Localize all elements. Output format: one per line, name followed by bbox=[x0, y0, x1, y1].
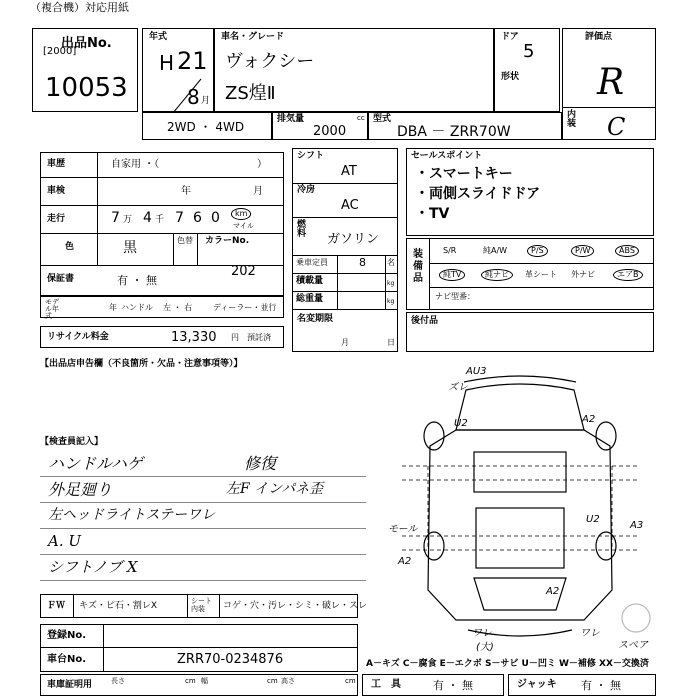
interior-row bbox=[40, 594, 368, 618]
inspection-label: 車検 bbox=[47, 186, 66, 196]
sales-box bbox=[406, 148, 654, 236]
header-text: （複合機）対応用紙 bbox=[30, 1, 129, 14]
interior-label: 内装 bbox=[567, 110, 577, 129]
mileage-d4: 6 bbox=[193, 210, 202, 226]
car-grade: ZS煌Ⅱ bbox=[225, 83, 276, 104]
rating-label: 評価点 bbox=[585, 32, 613, 42]
model-value: DBA － ZRR70W bbox=[397, 124, 511, 140]
manual-label: モデル年式 bbox=[45, 298, 59, 320]
year-month: 8 bbox=[187, 85, 200, 109]
equip-navi: 純ナビ bbox=[481, 269, 513, 281]
body-outline bbox=[428, 430, 612, 620]
shape-label: 形状 bbox=[501, 72, 520, 82]
lot-label: 出品No. bbox=[61, 36, 112, 51]
seat-label: シート内装 bbox=[191, 597, 212, 613]
year-box bbox=[142, 28, 214, 112]
rating-score: R bbox=[597, 62, 625, 103]
manual-dealer: ディーラー・並行 bbox=[213, 303, 277, 312]
name-box bbox=[214, 28, 494, 112]
drive-text: 2WD ・ 4WD bbox=[167, 120, 245, 134]
equip-tv: 純TV bbox=[439, 269, 465, 281]
mileage-d2: 4 bbox=[143, 210, 152, 226]
equipment-label: 装備品 bbox=[413, 249, 423, 284]
name-change-day: 日 bbox=[387, 338, 395, 347]
capacity-label: 乗車定員 bbox=[296, 258, 328, 267]
cert-cm: cm bbox=[185, 677, 196, 685]
equip-abs: ABS bbox=[615, 245, 639, 257]
fw-label: ＦＷ bbox=[47, 601, 66, 611]
damage-mark: A3 bbox=[630, 520, 644, 531]
name-label: 車名・グレード bbox=[221, 32, 285, 42]
drive-box bbox=[142, 112, 272, 140]
inspector-note-right: 左F インパネ歪 bbox=[226, 481, 324, 497]
damage-mark: A2 bbox=[398, 556, 412, 567]
gross-label: 総重量 bbox=[296, 294, 324, 304]
year-value: 21 bbox=[177, 47, 208, 75]
aircon-label: 冷房 bbox=[297, 185, 316, 195]
damage-mark: U2 bbox=[454, 418, 468, 429]
cert-label: 車庫証明用 bbox=[47, 680, 93, 690]
load-label: 積載量 bbox=[296, 276, 324, 286]
fuel-value: ガソリン bbox=[327, 232, 380, 247]
color-change-label: 色替 bbox=[177, 236, 193, 245]
recycle-row bbox=[40, 326, 284, 348]
cert-length: 長さ bbox=[111, 677, 125, 685]
door-label: ドア bbox=[501, 32, 519, 42]
jack-box bbox=[508, 674, 656, 696]
load-unit: kg bbox=[387, 280, 395, 287]
inspector-notes bbox=[40, 452, 366, 592]
history-close: ） bbox=[257, 159, 267, 170]
interior-score: C bbox=[607, 113, 626, 141]
mileage-unit-mile: マイル bbox=[233, 222, 254, 230]
gross-unit: kg bbox=[387, 298, 395, 305]
cert-height: 高さ bbox=[281, 677, 295, 685]
inspector-note: 外足廻り bbox=[48, 480, 113, 499]
reg-label: 登録No. bbox=[47, 630, 87, 641]
cert-cm: cm bbox=[345, 677, 356, 685]
manual-year: 年 bbox=[109, 303, 117, 312]
jack-label: ジャッキ bbox=[517, 679, 557, 690]
door-value: 5 bbox=[523, 41, 535, 62]
warranty-text: 有 ・ 無 bbox=[117, 274, 157, 287]
recycle-unit: 円 bbox=[231, 333, 239, 342]
aftermarket-label: 後付品 bbox=[411, 316, 439, 326]
shift-value: AT bbox=[341, 164, 357, 179]
seat-items: コゲ・穴・汚レ・シミ・破レ・スレ bbox=[223, 601, 368, 611]
equip-ps: P/S bbox=[527, 245, 548, 257]
model-box bbox=[368, 112, 562, 140]
damage-mark: A2 bbox=[582, 414, 596, 425]
mileage-label: 走行 bbox=[47, 214, 66, 224]
mileage-d1: 7 bbox=[111, 210, 120, 226]
sales-label: セールスポイント bbox=[411, 151, 483, 161]
lot-box bbox=[32, 28, 138, 112]
equip-leather: 革シート bbox=[525, 270, 557, 279]
equip-aw: 純A/W bbox=[483, 246, 508, 255]
legend-text: A－キズ C－腐食 E－エクボ S－サビ U－凹ミ W－補修 XX－交換済 bbox=[366, 659, 649, 669]
windshield bbox=[474, 452, 566, 492]
car-name: ヴォクシー bbox=[225, 51, 315, 72]
year-label: 年式 bbox=[149, 32, 168, 42]
mileage-unit-km: km bbox=[231, 208, 251, 220]
manual-lr: 左 ・ 右 bbox=[163, 303, 193, 312]
name-change-label: 名変期限 bbox=[297, 314, 334, 324]
engine-value: 2000 bbox=[313, 124, 347, 139]
chassis-label: 車台No. bbox=[47, 654, 87, 665]
mileage-d5: 0 bbox=[211, 210, 220, 226]
rating-box bbox=[562, 28, 656, 140]
inspector-note: シフトノブ X bbox=[48, 558, 138, 576]
fw-items: キズ・ピ石・割レX bbox=[79, 601, 157, 611]
cert-width: 幅 bbox=[201, 677, 208, 685]
tools-box bbox=[362, 674, 504, 696]
aircon-value: AC bbox=[341, 198, 359, 213]
spare-label: スペア bbox=[618, 640, 648, 651]
year-month-unit: 月 bbox=[201, 96, 211, 106]
inspector-note-right: 修復 bbox=[244, 454, 277, 473]
damage-mark: U2 bbox=[586, 514, 600, 525]
warranty-label: 保証書 bbox=[47, 274, 75, 284]
equip-sr: S/R bbox=[443, 246, 457, 255]
color-label: 色 bbox=[65, 242, 75, 252]
door-box bbox=[494, 28, 560, 112]
inspection-month: 月 bbox=[253, 186, 263, 197]
shift-label: シフト bbox=[297, 151, 325, 161]
recycle-value: 13,330 bbox=[171, 330, 217, 345]
spec-table bbox=[292, 148, 398, 352]
name-change-month: 月 bbox=[341, 338, 349, 347]
color-value: 黒 bbox=[123, 240, 137, 256]
equip-pw: P/W bbox=[571, 245, 594, 257]
jack-value: 有 ・ 無 bbox=[581, 679, 621, 692]
recycle-suffix: 預託済 bbox=[247, 333, 271, 342]
sales-point: ・両側スライドドア bbox=[415, 186, 541, 202]
mileage-u2: 千 bbox=[155, 215, 165, 225]
model-label: 型式 bbox=[373, 114, 392, 124]
sales-point: ・TV bbox=[415, 206, 450, 222]
equip-airbag: エアB bbox=[613, 269, 643, 281]
cert-cm: cm bbox=[267, 677, 278, 685]
mileage-d3: 7 bbox=[175, 210, 184, 226]
inspector-note: ハンドルハゲ bbox=[48, 454, 143, 473]
capacity-value: 8 bbox=[359, 256, 366, 269]
fuel-label: 燃料 bbox=[297, 220, 307, 239]
cert-row bbox=[40, 674, 358, 696]
damage-mark: ワレ bbox=[580, 628, 600, 639]
damage-mark: モール bbox=[388, 524, 418, 535]
inspector-label: 【検査員記入】 bbox=[40, 437, 104, 447]
capacity-unit: 名 bbox=[387, 258, 395, 267]
lot-stamp: [2000] bbox=[43, 46, 77, 57]
seller-notes-label: 【出品店申告欄（不良箇所・欠品・注意事項等）】 bbox=[40, 359, 243, 369]
chassis-value: ZRR70-0234876 bbox=[177, 652, 284, 667]
hood-outline bbox=[456, 384, 584, 430]
color-code: 202 bbox=[231, 264, 256, 279]
damage-mark: ズレ bbox=[448, 382, 468, 393]
info-table bbox=[40, 152, 284, 296]
damage-mark: AU3 bbox=[466, 366, 487, 377]
damage-mark: (大) bbox=[476, 642, 494, 653]
navi-model-label: ナビ型番： bbox=[435, 292, 475, 301]
inspector-note: A. U bbox=[48, 532, 82, 550]
wheel-fr bbox=[596, 422, 616, 450]
engine-unit: cc bbox=[357, 114, 365, 122]
history-text: 自家用 ・（ bbox=[111, 159, 160, 170]
tools-value: 有 ・ 無 bbox=[433, 679, 473, 692]
car-diagram bbox=[370, 360, 670, 660]
equipment-box bbox=[406, 238, 654, 310]
mileage-u1: 万 bbox=[123, 215, 133, 225]
damage-mark: ワレ bbox=[472, 628, 492, 639]
inspector-note: 左ヘッドライトステーワレ bbox=[48, 507, 216, 523]
recycle-label: リサイクル料金 bbox=[47, 332, 109, 342]
inspection-year: 年 bbox=[181, 186, 191, 197]
wheel-fl bbox=[424, 422, 444, 450]
lot-number: 10053 bbox=[45, 73, 128, 103]
year-era: H bbox=[159, 51, 175, 75]
reg-table bbox=[40, 624, 358, 672]
tools-label: 工 具 bbox=[371, 679, 401, 690]
manual-row bbox=[40, 296, 284, 318]
sales-point: ・スマートキー bbox=[415, 166, 513, 182]
manual-handle: ハンドル bbox=[121, 303, 153, 312]
history-label: 車歴 bbox=[47, 159, 66, 169]
roof bbox=[476, 508, 564, 568]
aftermarket-box bbox=[406, 312, 654, 352]
engine-box bbox=[272, 112, 368, 140]
color-code-label: カラーNo. bbox=[205, 236, 250, 246]
equip-extnavi: 外ナビ bbox=[571, 270, 595, 279]
engine-label: 排気量 bbox=[277, 114, 305, 124]
spare-tire bbox=[622, 604, 650, 632]
damage-mark: A2 bbox=[546, 586, 560, 597]
